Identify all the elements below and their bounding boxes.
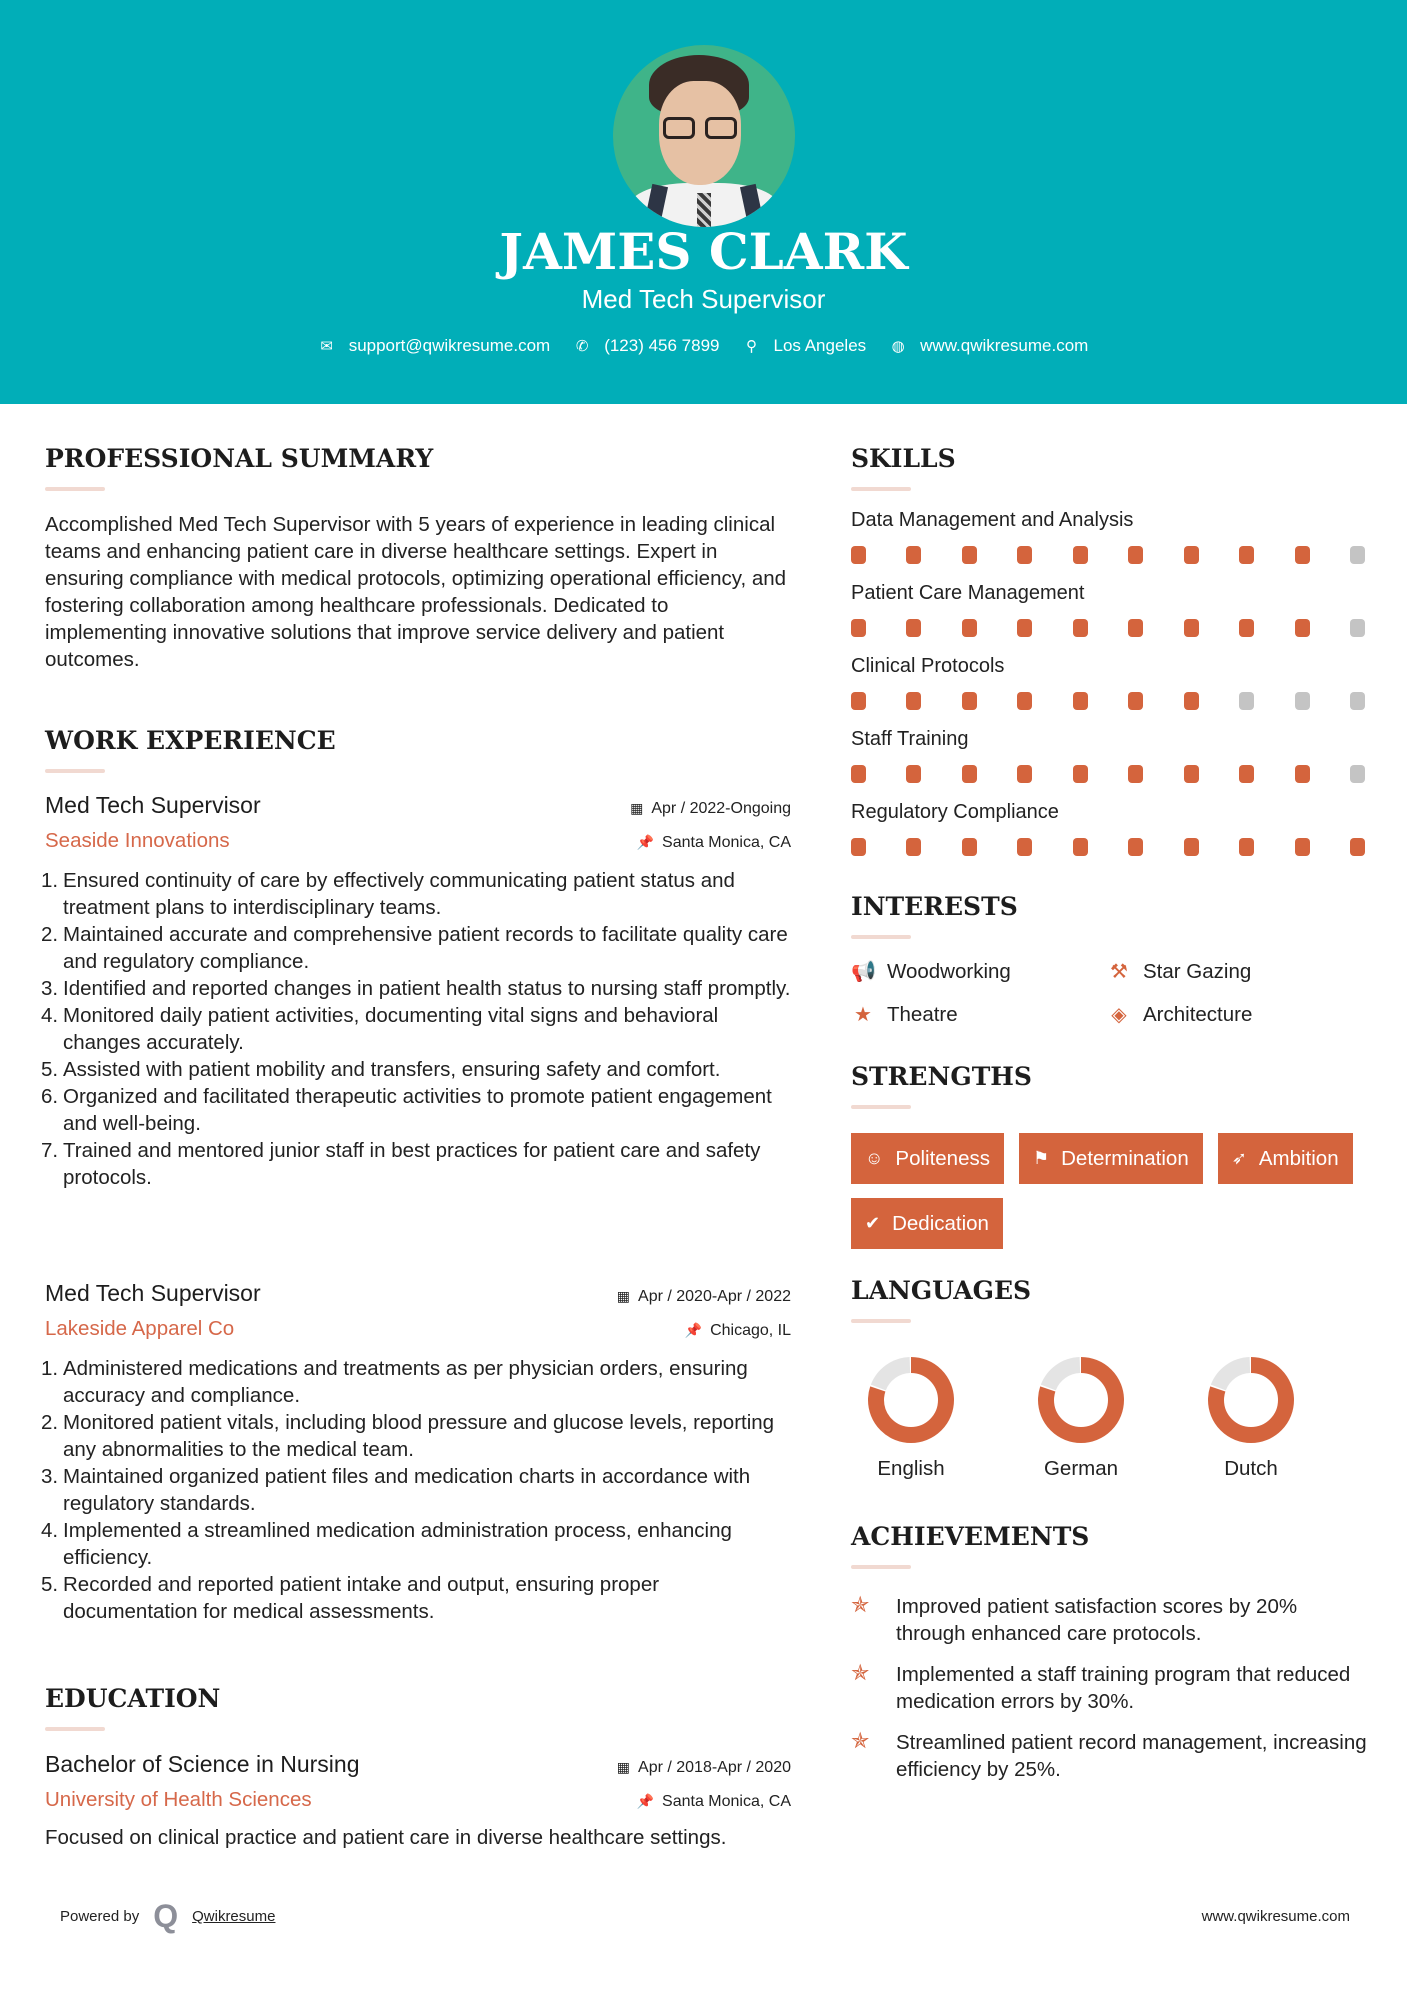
rating-dot-filled bbox=[1073, 619, 1088, 637]
footer bbox=[60, 1898, 1350, 1935]
rating-dot-filled bbox=[906, 546, 921, 564]
rating-dot-filled bbox=[1017, 546, 1032, 564]
rating-dot-filled bbox=[1239, 838, 1254, 856]
skills-section bbox=[851, 444, 1367, 856]
interest-item: ⚒ Star Gazing bbox=[1107, 959, 1363, 984]
rating-dot-filled bbox=[1184, 619, 1199, 637]
rating-dot-filled bbox=[962, 546, 977, 564]
language-item bbox=[851, 1357, 1021, 1481]
skill-item bbox=[851, 728, 1367, 783]
skill-item bbox=[851, 655, 1367, 710]
job-date: ▦ Apr / 2022-Ongoing bbox=[630, 799, 791, 817]
skill-item bbox=[851, 509, 1367, 564]
language-donut-chart bbox=[868, 1357, 954, 1443]
job-role: Med Tech Supervisor bbox=[45, 1280, 261, 1306]
section-divider bbox=[851, 935, 911, 939]
education-heading: EDUCATION bbox=[45, 1684, 221, 1713]
language-label: English bbox=[877, 1457, 945, 1480]
rating-dot-filled bbox=[1295, 619, 1310, 637]
list-item: 6. Organized and facilitated therapeutic activities to promote patient engagement and well-being. bbox=[41, 1085, 772, 1135]
job-company: Seaside Innovations bbox=[45, 829, 230, 852]
award-star-icon: ✯ bbox=[851, 1729, 870, 1754]
interests-section bbox=[851, 892, 1367, 1027]
phone-icon: ✆ bbox=[575, 338, 589, 355]
rating-dot-filled bbox=[851, 546, 866, 564]
summary-text: Accomplished Med Tech Supervisor with 5 years of experience in leading clinical teams and enhancing patient care in diverse healthcare settings. Expert in ensuring compliance with medical protocols, optimizing operational efficiency, and fostering collaboration among healthcare professionals. Dedicated to implementing innovative solutions that improve service delivery and patient outcomes. bbox=[45, 513, 787, 671]
rating-dot-filled bbox=[906, 838, 921, 856]
rating-dot-filled bbox=[1350, 838, 1365, 856]
contact-email[interactable] bbox=[319, 336, 551, 356]
achievement-item: ✯ Streamlined patient record management, increasing efficiency by 25%. bbox=[851, 1729, 1367, 1781]
rating-dot-filled bbox=[1184, 838, 1199, 856]
interests-heading: INTERESTS bbox=[851, 892, 1018, 921]
education-school: University of Health Sciences bbox=[45, 1788, 312, 1811]
contact-phone[interactable] bbox=[574, 336, 719, 356]
interest-item: 📢 Woodworking bbox=[851, 959, 1011, 983]
rating-dot-filled bbox=[1184, 692, 1199, 710]
skill-rating bbox=[851, 692, 1365, 710]
education-date: ▦ Apr / 2018-Apr / 2020 bbox=[616, 1758, 791, 1776]
summary-section bbox=[45, 444, 791, 673]
languages-heading: LANGUAGES bbox=[851, 1276, 1032, 1305]
skill-item bbox=[851, 582, 1367, 637]
flag-checkered-icon: ⚑ bbox=[1032, 1148, 1050, 1168]
achievement-item: ✯ Implemented a staff training program that reduced medication errors by 30%. bbox=[851, 1661, 1351, 1713]
list-item: 5. Recorded and reported patient intake and output, ensuring proper documentation for medical assessments. bbox=[41, 1573, 660, 1623]
rating-dot-filled bbox=[1073, 692, 1088, 710]
list-item: 5. Assisted with patient mobility and transfers, ensuring safety and comfort. bbox=[41, 1058, 721, 1081]
job-entry bbox=[41, 1280, 791, 1625]
map-marker-icon: ⚲ bbox=[746, 338, 758, 355]
strength-badge: ✔ Dedication bbox=[851, 1198, 1003, 1249]
section-divider bbox=[851, 1565, 911, 1569]
pushpin-icon: 📌 bbox=[636, 834, 655, 850]
ticket-icon: ◈ bbox=[1111, 1004, 1127, 1026]
rating-dot-filled bbox=[1239, 765, 1254, 783]
rating-dot-filled bbox=[1184, 546, 1199, 564]
languages-section bbox=[851, 1276, 1367, 1481]
rating-dot-filled bbox=[1128, 692, 1143, 710]
rocket-icon: ➶ bbox=[1231, 1148, 1247, 1168]
language-label: German bbox=[1043, 1457, 1119, 1480]
strengths-heading: STRENGTHS bbox=[851, 1062, 1032, 1091]
award-star-icon: ✯ bbox=[851, 1593, 870, 1618]
skill-rating bbox=[851, 765, 1365, 783]
job-entry bbox=[41, 792, 791, 1191]
education-description: Focused on clinical practice and patient care in diverse healthcare settings. bbox=[45, 1826, 727, 1849]
contact-website[interactable] bbox=[890, 336, 1088, 356]
language-donut-chart bbox=[1208, 1357, 1294, 1443]
rating-dot-filled bbox=[906, 619, 921, 637]
interest-item: ◈ Architecture bbox=[1107, 1002, 1363, 1027]
rating-dot-filled bbox=[1017, 765, 1032, 783]
strength-badge: ➶ Ambition bbox=[1218, 1133, 1353, 1184]
list-item: 2. Maintained accurate and comprehensive patient records to facilitate quality care and regulatory compliance. bbox=[41, 923, 788, 973]
education-location: 📌 Santa Monica, CA bbox=[636, 1792, 791, 1810]
skill-rating bbox=[851, 546, 1365, 564]
avatar bbox=[613, 45, 795, 227]
job-location: 📌 Chicago, IL bbox=[684, 1321, 791, 1339]
job-location: 📌 Santa Monica, CA bbox=[636, 833, 791, 851]
list-item: 4. Implemented a streamlined medication administration process, enhancing efficiency. bbox=[41, 1519, 732, 1569]
job-date: ▦ Apr / 2020-Apr / 2022 bbox=[616, 1287, 791, 1305]
strength-badge: ⚑ Determination bbox=[1019, 1133, 1203, 1184]
strengths-section bbox=[851, 1062, 1367, 1249]
skills-heading: SKILLS bbox=[851, 444, 956, 473]
list-item: 3. Identified and reported changes in patient health status to nursing staff promptly. bbox=[41, 977, 791, 1000]
contact-email-value: support@qwikresume.com bbox=[348, 336, 551, 355]
experience-section bbox=[45, 726, 791, 773]
rating-dot-filled bbox=[1184, 765, 1199, 783]
rating-dot-filled bbox=[851, 838, 866, 856]
calendar-icon: ▦ bbox=[630, 800, 644, 816]
rating-dot-empty bbox=[1350, 765, 1365, 783]
list-item: 3. Maintained organized patient files and medication charts in accordance with regulatory standards. bbox=[41, 1465, 751, 1515]
rating-dot-filled bbox=[1017, 838, 1032, 856]
envelope-icon: ✉ bbox=[320, 338, 333, 355]
rating-dot-empty bbox=[1350, 546, 1365, 564]
job-bullets bbox=[41, 867, 791, 1191]
rating-dot-filled bbox=[1128, 546, 1143, 564]
candidate-name: JAMES CLARK bbox=[499, 222, 908, 281]
skill-label: Data Management and Analysis bbox=[851, 509, 1134, 531]
list-item: 1. Administered medications and treatments as per physician orders, ensuring accuracy and compliance. bbox=[41, 1357, 748, 1407]
rating-dot-filled bbox=[962, 692, 977, 710]
rating-dot-filled bbox=[1239, 546, 1254, 564]
section-divider bbox=[851, 487, 911, 491]
strength-badge: ☺ Politeness bbox=[851, 1133, 1004, 1184]
rating-dot-filled bbox=[1128, 838, 1143, 856]
rating-dot-filled bbox=[1128, 619, 1143, 637]
footer-website[interactable]: www.qwikresume.com bbox=[1201, 1908, 1350, 1925]
rating-dot-empty bbox=[1295, 692, 1310, 710]
rating-dot-filled bbox=[906, 692, 921, 710]
contact-location-value: Los Angeles bbox=[773, 336, 867, 355]
star-icon: ★ bbox=[854, 1004, 872, 1026]
rating-dot-filled bbox=[1073, 546, 1088, 564]
list-item: 1. Ensured continuity of care by effectively communicating patient status and treatment plans to interdisciplinary teams. bbox=[41, 869, 735, 919]
contact-location bbox=[744, 336, 867, 356]
award-star-icon: ✯ bbox=[851, 1661, 870, 1686]
skill-label: Staff Training bbox=[851, 728, 969, 750]
job-company: Lakeside Apparel Co bbox=[45, 1317, 235, 1340]
language-item bbox=[1191, 1357, 1361, 1481]
check-circle-icon: ✔ bbox=[865, 1213, 881, 1233]
section-divider bbox=[851, 1105, 911, 1109]
skill-item bbox=[851, 801, 1367, 856]
contact-bar bbox=[0, 336, 1407, 356]
skill-label: Regulatory Compliance bbox=[851, 801, 1059, 823]
rating-dot-filled bbox=[851, 619, 866, 637]
skill-rating bbox=[851, 619, 1365, 637]
job-role: Med Tech Supervisor bbox=[45, 792, 261, 818]
rating-dot-empty bbox=[1350, 619, 1365, 637]
qwikresume-logo-icon: Q bbox=[153, 1898, 179, 1934]
list-item: 4. Monitored daily patient activities, documenting vital signs and behavioral changes accurately. bbox=[41, 1004, 719, 1054]
rating-dot-filled bbox=[1073, 765, 1088, 783]
interest-item: ★ Theatre bbox=[851, 1002, 1107, 1027]
experience-heading: WORK EXPERIENCE bbox=[45, 726, 336, 755]
rating-dot-filled bbox=[851, 692, 866, 710]
rating-dot-filled bbox=[1128, 765, 1143, 783]
smile-icon: ☺ bbox=[865, 1148, 884, 1168]
rating-dot-filled bbox=[1073, 838, 1088, 856]
rating-dot-filled bbox=[962, 765, 977, 783]
language-donut-chart bbox=[1038, 1357, 1124, 1443]
megaphone-icon: 📢 bbox=[851, 961, 876, 983]
section-divider bbox=[45, 769, 105, 773]
language-label: Dutch bbox=[1224, 1457, 1278, 1480]
rating-dot-filled bbox=[906, 765, 921, 783]
rating-dot-filled bbox=[962, 619, 977, 637]
rating-dot-empty bbox=[1239, 692, 1254, 710]
globe-icon: ◍ bbox=[891, 338, 905, 355]
calendar-icon: ▦ bbox=[616, 1288, 631, 1304]
section-divider bbox=[851, 1319, 911, 1323]
pushpin-icon: 📌 bbox=[684, 1322, 703, 1338]
rating-dot-filled bbox=[1239, 619, 1254, 637]
contact-phone-value: (123) 456 7899 bbox=[604, 336, 720, 355]
powered-by-label: Powered by bbox=[60, 1908, 140, 1925]
education-section bbox=[45, 1684, 791, 1851]
rating-dot-filled bbox=[1295, 838, 1310, 856]
rating-dot-filled bbox=[851, 765, 866, 783]
rating-dot-filled bbox=[1017, 619, 1032, 637]
job-bullets bbox=[41, 1355, 791, 1625]
rating-dot-empty bbox=[1350, 692, 1365, 710]
achievement-item: ✯ Improved patient satisfaction scores by 20% through enhanced care protocols. bbox=[851, 1593, 1298, 1645]
rating-dot-filled bbox=[1295, 546, 1310, 564]
rating-dot-filled bbox=[962, 838, 977, 856]
list-item: 2. Monitored patient vitals, including blood pressure and glucose levels, reporting any abnormalities to the medical team. bbox=[41, 1411, 775, 1461]
education-degree: Bachelor of Science in Nursing bbox=[45, 1751, 360, 1777]
resume-header bbox=[0, 0, 1407, 404]
summary-heading: PROFESSIONAL SUMMARY bbox=[45, 444, 434, 473]
rating-dot-filled bbox=[1017, 692, 1032, 710]
section-divider bbox=[45, 487, 105, 491]
language-item bbox=[1021, 1357, 1191, 1481]
pushpin-icon: 📌 bbox=[636, 1793, 655, 1809]
qwikresume-link[interactable]: Qwikresume bbox=[192, 1908, 276, 1925]
list-item: 7. Trained and mentored junior staff in best practices for patient care and safety protocols. bbox=[41, 1139, 761, 1189]
achievements-heading: ACHIEVEMENTS bbox=[851, 1522, 1090, 1551]
contact-website-value: www.qwikresume.com bbox=[920, 336, 1089, 355]
skill-label: Clinical Protocols bbox=[851, 655, 1005, 677]
achievements-section bbox=[851, 1522, 1367, 1783]
candidate-title: Med Tech Supervisor bbox=[581, 284, 826, 314]
gavel-icon: ⚒ bbox=[1110, 961, 1128, 983]
skill-rating bbox=[851, 838, 1365, 856]
skill-label: Patient Care Management bbox=[851, 582, 1085, 604]
rating-dot-filled bbox=[1295, 765, 1310, 783]
section-divider bbox=[45, 1727, 105, 1731]
calendar-icon: ▦ bbox=[616, 1759, 631, 1775]
